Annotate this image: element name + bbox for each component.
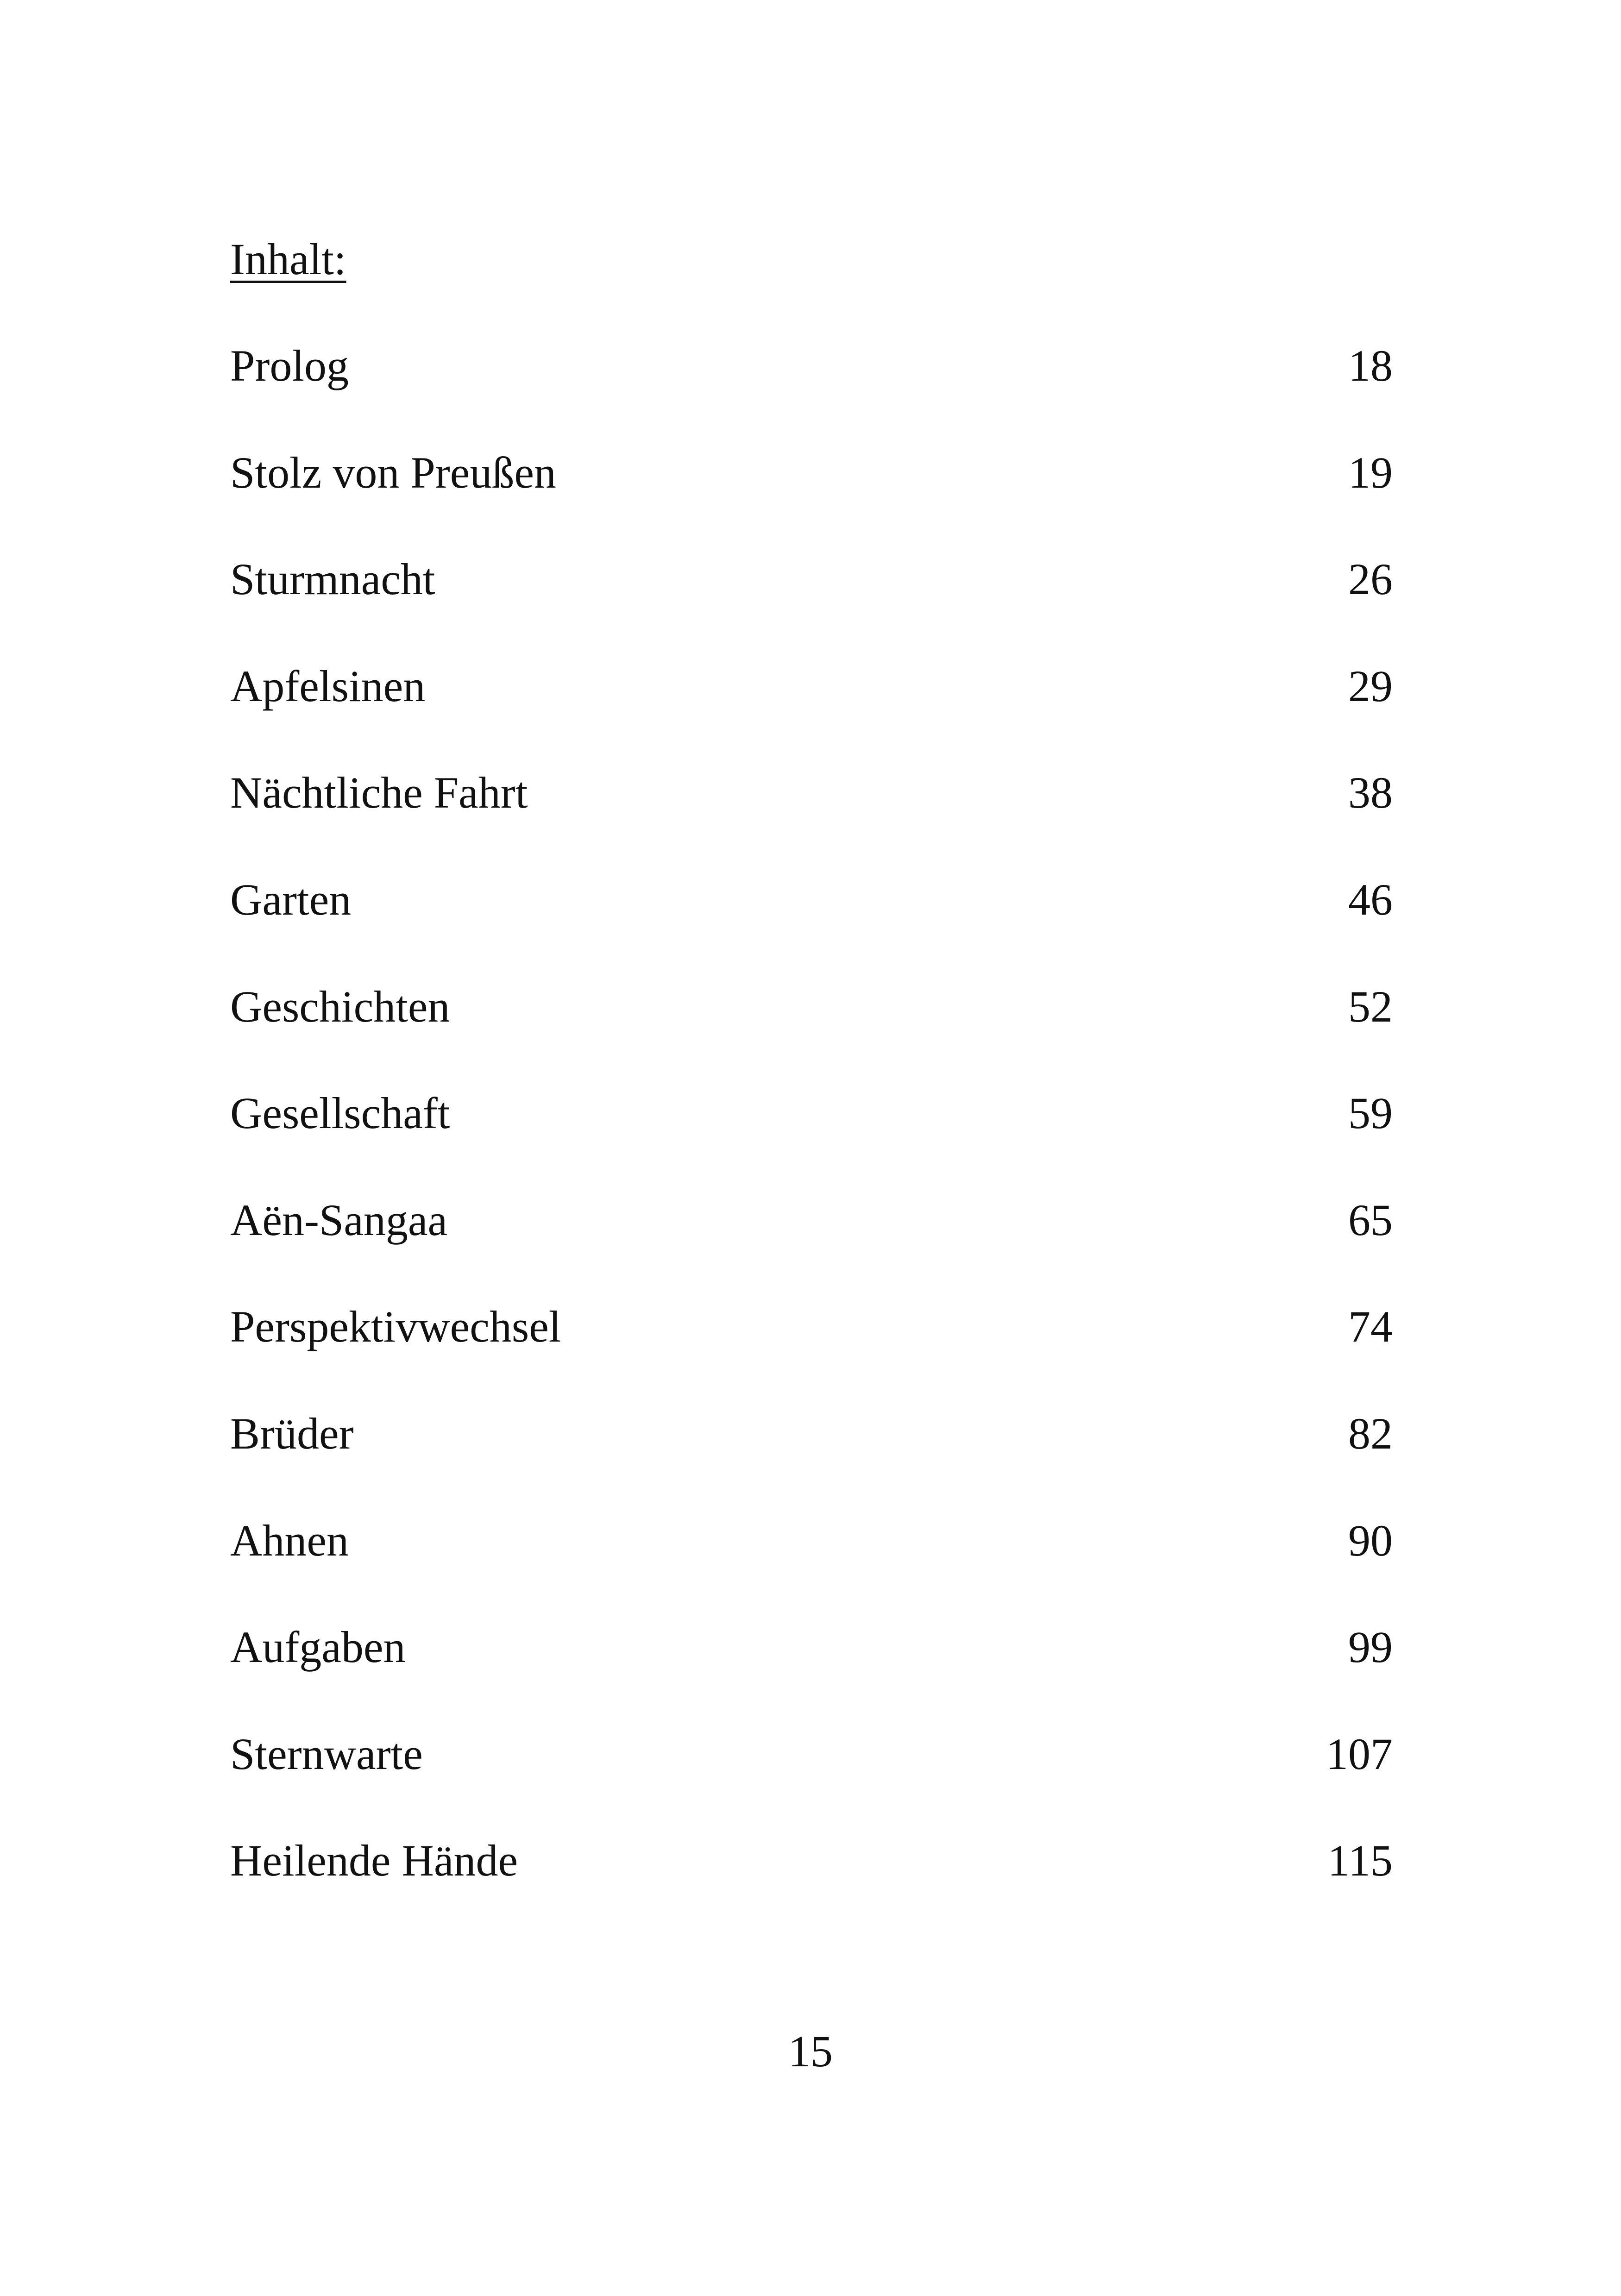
table-of-contents: [230, 333, 1393, 1935]
toc-entry: [230, 1508, 1393, 1615]
toc-entry: [230, 1615, 1393, 1722]
toc-entry-page: 46: [1348, 874, 1393, 924]
toc-entry-page: 90: [1348, 1515, 1393, 1565]
toc-entry: [230, 547, 1393, 654]
toc-entry: [230, 1081, 1393, 1188]
toc-entry-page: 74: [1348, 1302, 1393, 1352]
toc-entry-page: 52: [1348, 981, 1393, 1031]
toc-entry-title: Geschichten: [230, 981, 450, 1031]
toc-entry-page: 99: [1348, 1622, 1393, 1672]
toc-entry: [230, 760, 1393, 867]
toc-entry-title: Aën-Sangaa: [230, 1195, 448, 1245]
toc-entry: [230, 440, 1393, 547]
page-number: 15: [788, 2026, 833, 2076]
toc-entry: [230, 654, 1393, 761]
toc-entry: [230, 974, 1393, 1081]
toc-entry: [230, 333, 1393, 440]
toc-entry-title: Ahnen: [230, 1515, 349, 1565]
toc-entry-page: 29: [1348, 661, 1393, 711]
toc-entry: [230, 1401, 1393, 1508]
toc-heading: Inhalt:: [230, 234, 346, 284]
toc-entry-title: Apfelsinen: [230, 661, 426, 711]
toc-entry-page: 82: [1348, 1408, 1393, 1458]
toc-entry-title: Sternwarte: [230, 1729, 423, 1779]
toc-entry-page: 18: [1348, 341, 1393, 390]
toc-entry-page: 115: [1327, 1836, 1393, 1886]
toc-entry-title: Perspektivwechsel: [230, 1302, 561, 1352]
toc-entry-title: Nächtliche Fahrt: [230, 768, 528, 818]
toc-entry-title: Sturmnacht: [230, 554, 435, 604]
toc-entry-page: 38: [1348, 768, 1393, 818]
toc-entry-title: Brüder: [230, 1408, 354, 1458]
toc-entry: [230, 1294, 1393, 1401]
toc-entry: [230, 867, 1393, 974]
toc-entry-title: Gesellschaft: [230, 1088, 450, 1138]
toc-entry-page: 107: [1326, 1729, 1393, 1779]
toc-entry-title: Garten: [230, 874, 352, 924]
toc-entry-title: Heilende Hände: [230, 1836, 518, 1886]
toc-entry-title: Stolz von Preußen: [230, 447, 556, 497]
toc-entry-page: 26: [1348, 554, 1393, 604]
toc-entry: [230, 1828, 1393, 1935]
toc-entry: [230, 1722, 1393, 1829]
toc-entry: [230, 1188, 1393, 1295]
toc-entry-page: 59: [1348, 1088, 1393, 1138]
toc-entry-title: Prolog: [230, 341, 349, 390]
toc-entry-title: Aufgaben: [230, 1622, 406, 1672]
toc-entry-page: 19: [1348, 447, 1393, 497]
toc-entry-page: 65: [1348, 1195, 1393, 1245]
